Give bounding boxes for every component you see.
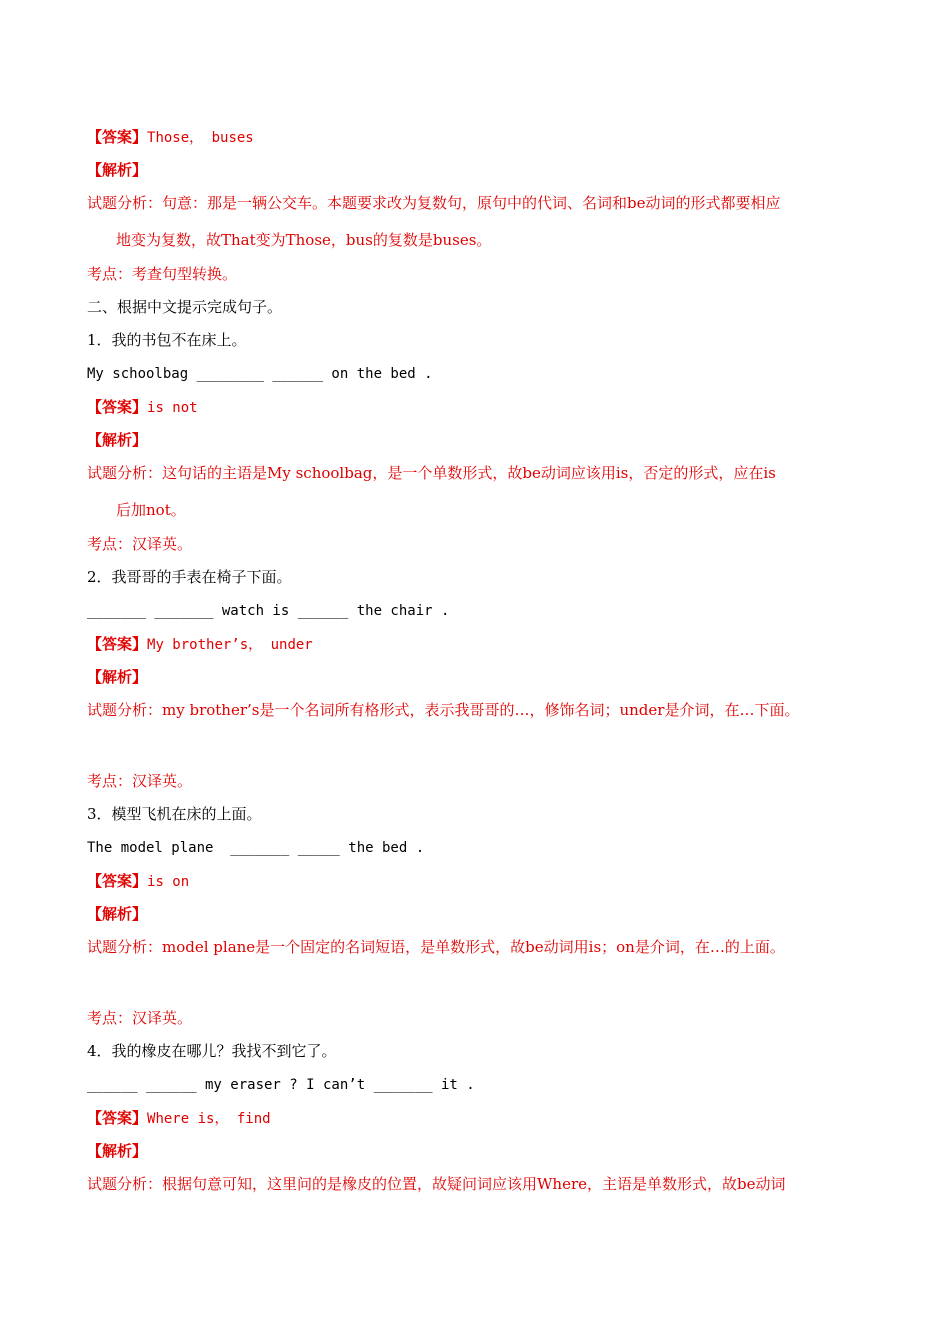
kaodian-text: 考点：汉译英。 xyxy=(87,1009,193,1027)
analysis-text: 试题分析：这句话的主语是My schoolbag，是一个单数形式，故be动词应该用is，否定的形式，应在is xyxy=(87,464,776,482)
question-en: ______ ______ my eraser ? I can’t _______ it . xyxy=(87,1077,475,1093)
answer-label: 【答案】 xyxy=(87,128,148,146)
answer-label: 【答案】 xyxy=(87,872,148,890)
answer-line xyxy=(87,871,189,892)
answer-text: is not xyxy=(147,400,198,416)
answer-line xyxy=(87,127,254,148)
answer-text: is on xyxy=(147,874,190,890)
answer-text: Where is， find xyxy=(147,1111,271,1127)
analysis-label: 【解析】 xyxy=(87,161,148,179)
analysis-label: 【解析】 xyxy=(87,905,148,923)
question-cn: 1．我的书包不在床上。 xyxy=(87,331,247,349)
question-en: The model plane _______ _____ the bed . xyxy=(87,840,425,856)
section-heading: 二、根据中文提示完成句子。 xyxy=(87,298,283,316)
analysis-text: 试题分析：句意：那是一辆公交车。本题要求改为复数句，原句中的代词、名词和be动词的形式都要相应 xyxy=(87,194,781,212)
answer-label: 【答案】 xyxy=(87,635,148,653)
analysis-text: 试题分析：model plane是一个固定的名词短语，是单数形式，故be动词用is；on是介词，在…的上面。 xyxy=(87,938,785,956)
question-cn: 2．我哥哥的手表在椅子下面。 xyxy=(87,568,292,586)
analysis-label: 【解析】 xyxy=(87,1142,148,1160)
question-cn: 4．我的橡皮在哪儿？我找不到它了。 xyxy=(87,1042,337,1060)
answer-line xyxy=(87,397,198,418)
analysis-text-cont: 后加not。 xyxy=(116,501,186,519)
answer-label: 【答案】 xyxy=(87,1109,148,1127)
question-en: _______ _______ watch is ______ the chair . xyxy=(87,603,450,619)
question-cn: 3．模型飞机在床的上面。 xyxy=(87,805,262,823)
answer-label: 【答案】 xyxy=(87,398,148,416)
analysis-label: 【解析】 xyxy=(87,668,148,686)
answer-text: Those， buses xyxy=(147,130,254,146)
answer-line xyxy=(87,634,313,655)
analysis-text-cont: 地变为复数，故That变为Those，bus的复数是buses。 xyxy=(116,231,492,249)
kaodian-text: 考点：汉译英。 xyxy=(87,535,193,553)
question-en: My schoolbag ________ ______ on the bed . xyxy=(87,366,433,382)
analysis-text: 试题分析：根据句意可知，这里问的是橡皮的位置，故疑问词应该用Where，主语是单数形式，故be动词 xyxy=(87,1175,786,1193)
kaodian-text: 考点：考查句型转换。 xyxy=(87,265,238,283)
kaodian-text: 考点：汉译英。 xyxy=(87,772,193,790)
analysis-label: 【解析】 xyxy=(87,431,148,449)
answer-text: My brother’s， under xyxy=(147,637,313,653)
analysis-text: 试题分析：my brother’s是一个名词所有格形式，表示我哥哥的…，修饰名词；under是介词，在…下面。 xyxy=(87,701,800,719)
answer-line xyxy=(87,1108,271,1129)
